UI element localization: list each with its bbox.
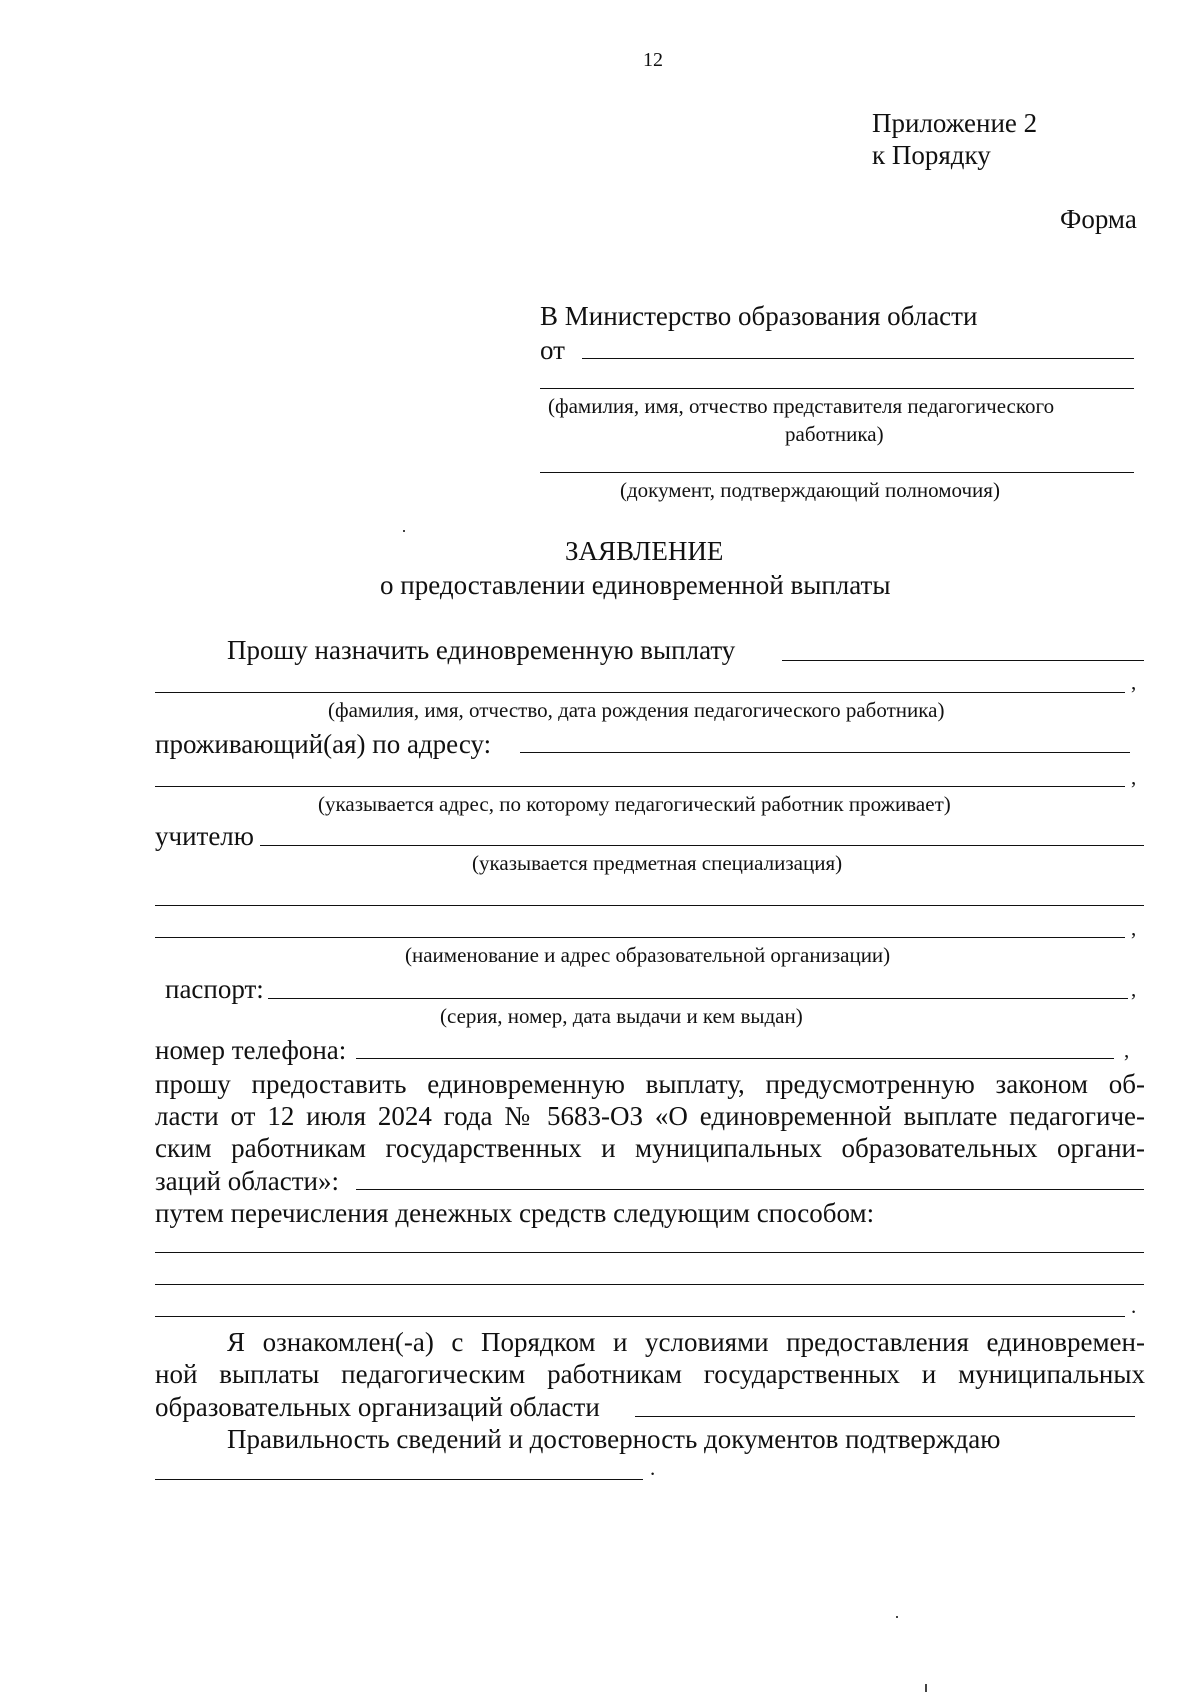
passport-label: паспорт:: [165, 974, 264, 1004]
comma-2: ,: [1131, 765, 1137, 789]
caption-address: (указывается адрес, по которому педагогический работник проживает): [318, 792, 951, 816]
appendix-line-1: Приложение 2: [872, 108, 1038, 138]
law-line-4: заций области»:: [155, 1166, 340, 1196]
address-field[interactable]: [520, 752, 1130, 753]
document-subtitle: о предоставлении единовременной выплаты: [380, 570, 891, 600]
confirm-signature-field[interactable]: [155, 1479, 643, 1480]
form-label: Форма: [1060, 204, 1137, 234]
scan-speck: [925, 1684, 927, 1692]
caption-passport: (серия, номер, дата выдачи и кем выдан): [440, 1004, 803, 1028]
transfer-field-1[interactable]: [155, 1252, 1144, 1253]
request-field[interactable]: [782, 660, 1144, 661]
caption-teacher-name: (фамилия, имя, отчество, дата рождения педагогического работника): [328, 698, 945, 722]
passport-field[interactable]: [268, 998, 1128, 999]
ack-line-3: образовательных организаций области: [155, 1392, 600, 1422]
period-1: .: [1131, 1294, 1137, 1318]
phone-label: номер телефона:: [155, 1035, 347, 1065]
document-title: ЗАЯВЛЕНИЕ: [565, 536, 724, 566]
request-label: Прошу назначить единовременную выплату: [227, 635, 736, 665]
scan-speck: [403, 530, 405, 532]
scan-speck: [896, 1616, 898, 1618]
caption-representative-line-1: (фамилия, имя, отчество представителя педагогического: [548, 394, 1055, 418]
comma-4: ,: [1131, 977, 1137, 1001]
page-number: 12: [643, 49, 663, 71]
law-field[interactable]: [356, 1189, 1144, 1190]
address-field-continued[interactable]: [155, 786, 1125, 787]
organization-field-continued[interactable]: [155, 937, 1125, 938]
law-line-1: прошу предоставить единовременную выплату, предусмотренную законом об-: [155, 1069, 1145, 1099]
appendix-line-2: к Порядку: [872, 140, 991, 170]
comma-1: ,: [1131, 670, 1137, 694]
teacher-name-field[interactable]: [155, 692, 1125, 693]
address-label: проживающий(ая) по адресу:: [155, 729, 492, 759]
period-2: .: [650, 1456, 656, 1480]
transfer-label: путем перечисления денежных средств следующим способом:: [155, 1198, 875, 1228]
phone-field[interactable]: [356, 1058, 1114, 1059]
from-name-field[interactable]: [582, 358, 1134, 359]
caption-authority-document: (документ, подтверждающий полномочия): [620, 478, 1000, 502]
law-line-2: ласти от 12 июля 2024 года № 5683-ОЗ «О единовременной выплате педагогиче-: [155, 1101, 1145, 1131]
caption-representative-line-2: работника): [785, 422, 884, 446]
caption-organization: (наименование и адрес образовательной организации): [405, 943, 891, 967]
ack-line-1: Я ознакомлен(-а) с Порядком и условиями предоставления единовремен-: [227, 1327, 1145, 1357]
authority-document-field[interactable]: [540, 472, 1134, 473]
law-line-3: ским работникам государственных и муниципальных образовательных органи-: [155, 1133, 1145, 1163]
organization-field[interactable]: [155, 905, 1144, 906]
transfer-field-3[interactable]: [155, 1316, 1125, 1317]
confirm-label: Правильность сведений и достоверность документов подтверждаю: [227, 1424, 1001, 1454]
transfer-field-2[interactable]: [155, 1284, 1144, 1285]
addressee-to: В Министерство образования области: [540, 301, 978, 331]
representative-name-field[interactable]: [540, 388, 1134, 389]
ack-line-2: ной выплаты педагогическим работникам государственных и муниципальных: [155, 1359, 1145, 1389]
caption-specialization: (указывается предметная специализация): [472, 851, 843, 875]
comma-3: ,: [1131, 916, 1137, 940]
ack-signature-field[interactable]: [635, 1416, 1135, 1417]
teacher-label: учителю: [155, 821, 254, 851]
from-label: от: [540, 335, 565, 365]
comma-5: ,: [1124, 1038, 1130, 1062]
specialization-field[interactable]: [260, 845, 1144, 846]
